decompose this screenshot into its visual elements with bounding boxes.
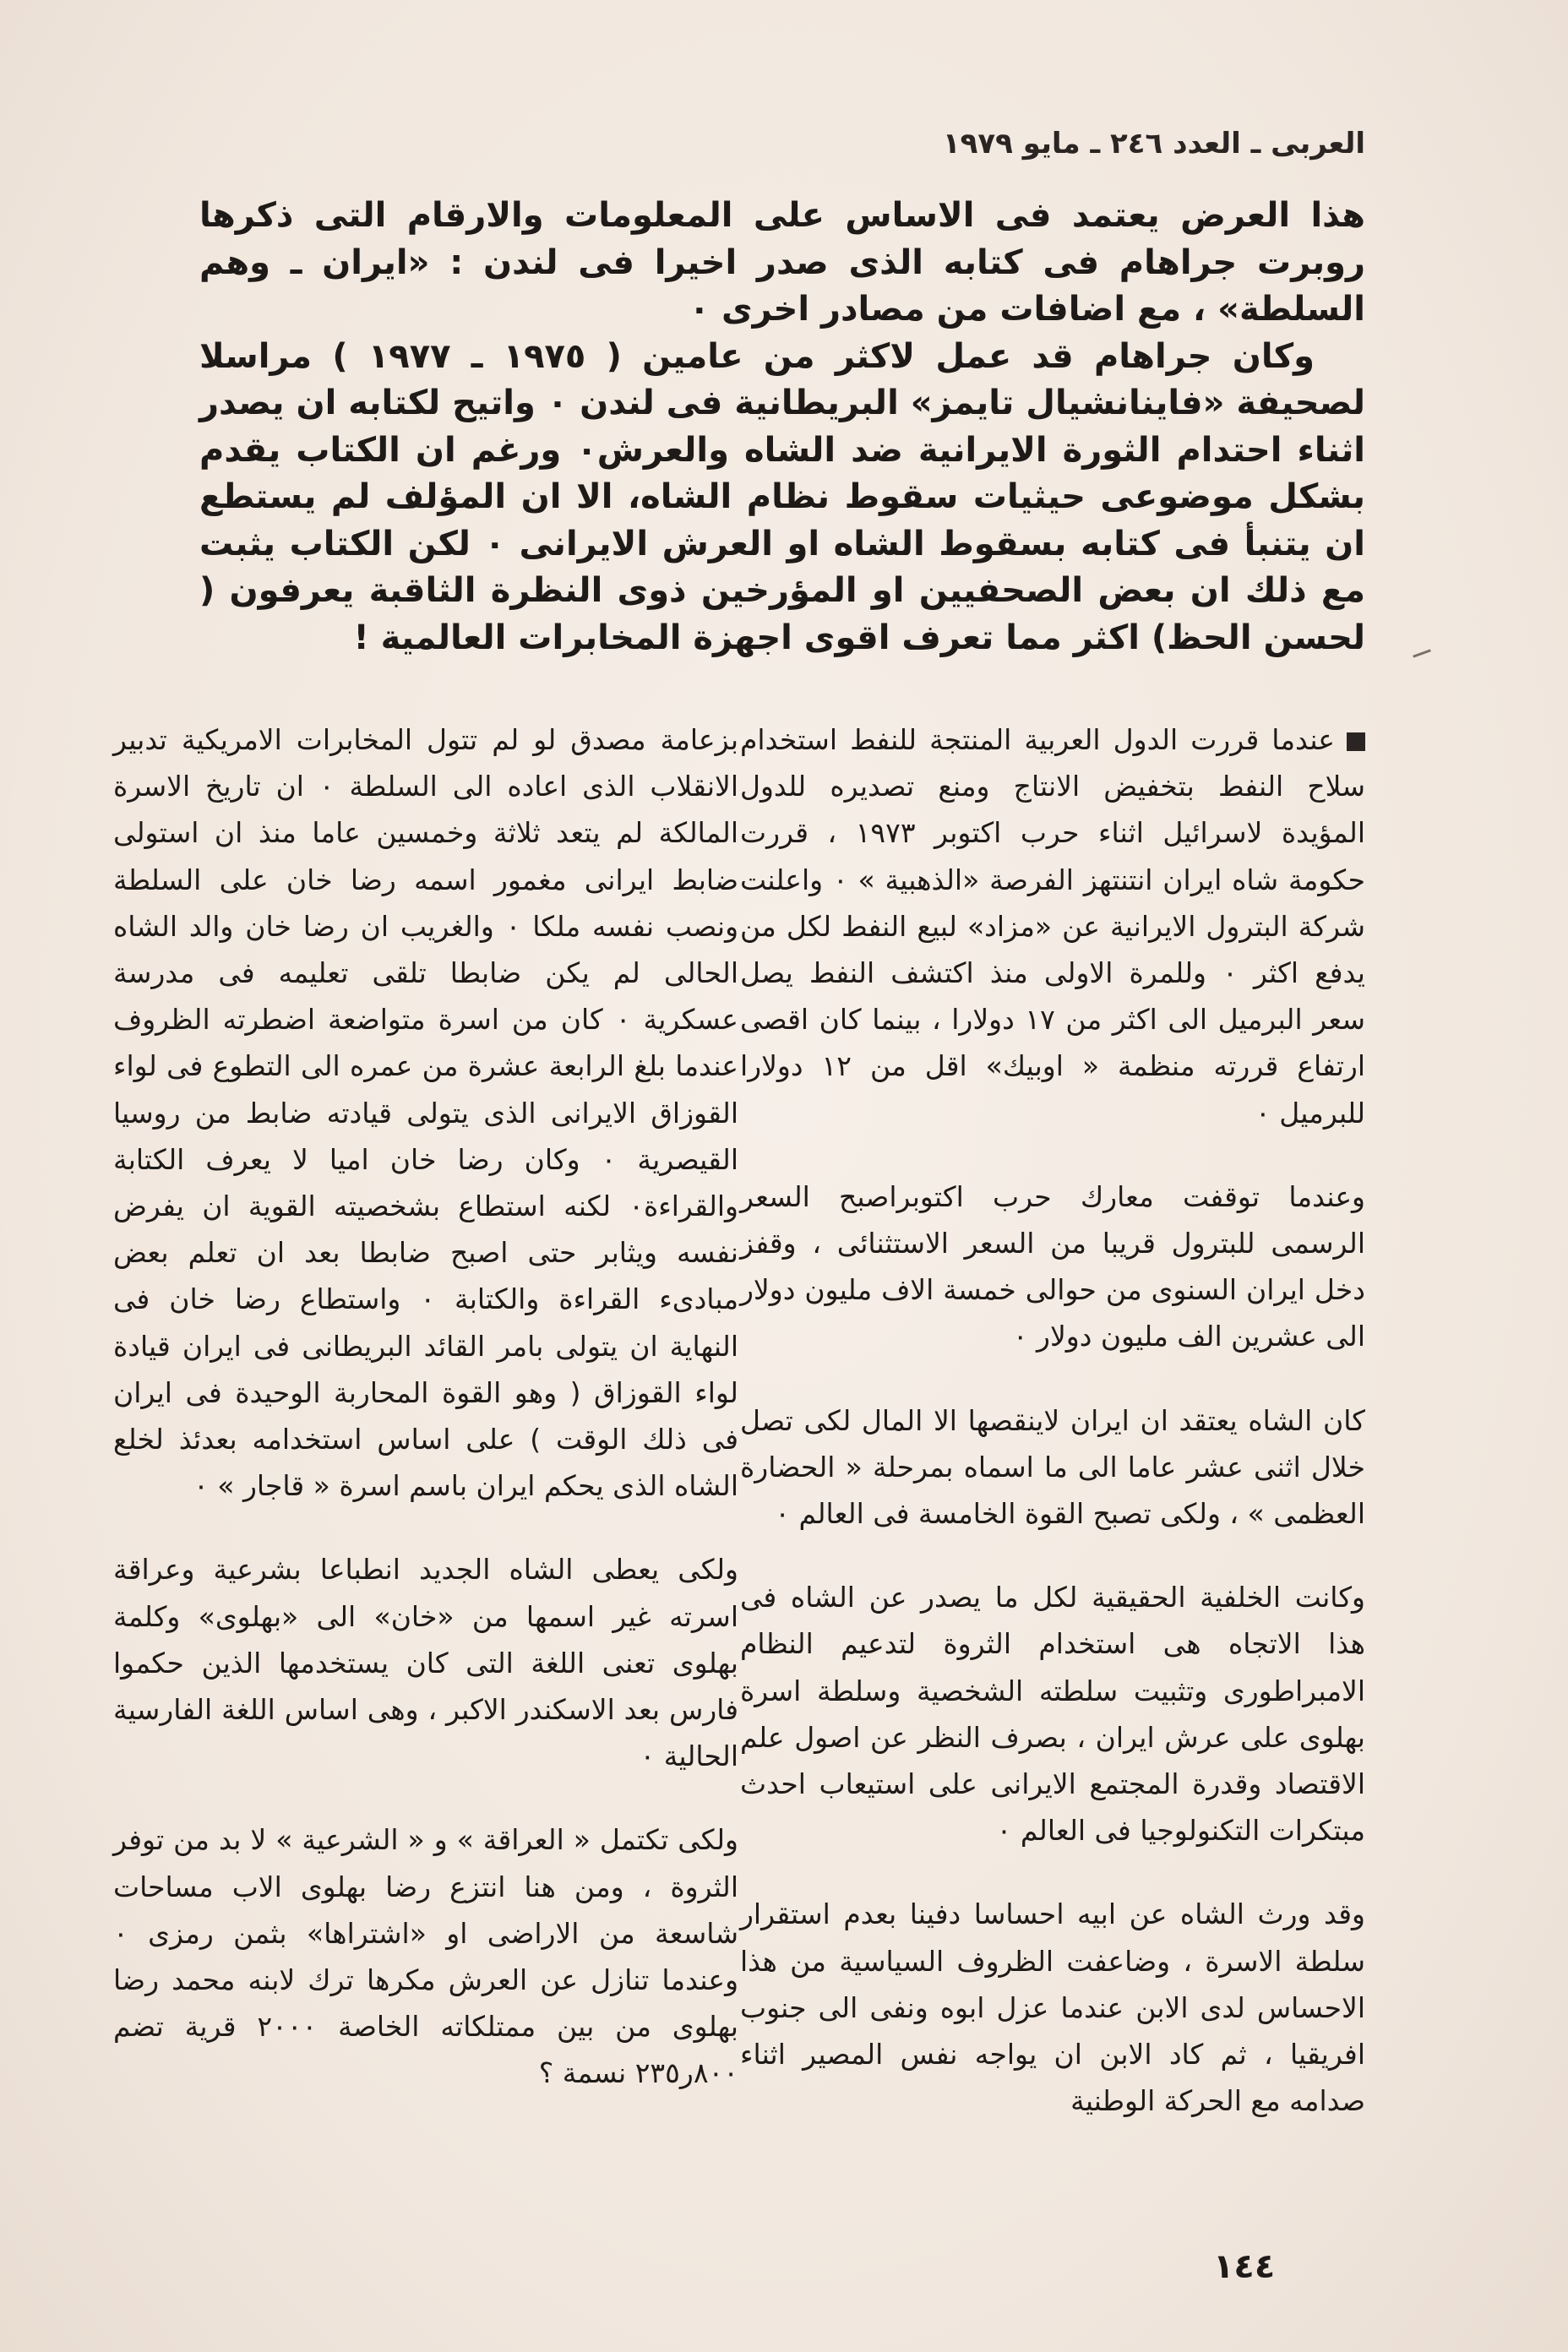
paragraph: وكانت الخلفية الحقيقية لكل ما يصدر عن الشاه فى هذا الاتجاه هى استخدام الثروة لتدعيم النظام الامبراطورى وتثبيت سلطته الشخصية وسلطة اسرة بهلوى على عرش ايران ، بصرف النظر عن اصول علم الاقتصاد وقدرة المجتمع الايرانى على استيعاب احدث مبتكرات التكنولوجيا فى العالم ٠ (740, 1581, 1365, 1848)
paragraph (740, 716, 1365, 1136)
running-header: العربى ـ العدد ٢٤٦ ـ مايو ١٩٧٩ (942, 127, 1365, 161)
paragraph-text: عندما قررت الدول العربية المنتجة للنفط استخدام سلاح النفط بتخفيض الانتاج ومنع تصديره للدول المؤيدة لاسرائيل اثناء حرب اكتوبر ١٩٧٣ ، قررت حكومة شاه ايران انتنتهز الفرصة «الذهبية » ٠ واعلنت شركة البترول الايرانية عن «مزاد» لبيع النفط لكل من يدفع اكثر ٠ وللمرة الاولى منذ اكتشف النفط يصل سعر البرميل الى اكثر من ١٧ دولارا ، بينما كان اقصى ارتفاع قررته منظمة « اوبيك» اقل من ١٢ دولارا للبرميل ٠ (740, 723, 1366, 1130)
paragraph: وقد ورث الشاه عن ابيه احساسا دفينا بعدم استقرار سلطة الاسرة ، وضاعفت الظروف السياسية من هذا الاحساس لدى الابن عندما عزل ابوه ونفى الى جنوب افريقيا ، ثم كاد الابن ان يواجه نفس المصير اثناء صدامه مع الحركة الوطنية (740, 1897, 1365, 2118)
intro-box (199, 193, 1365, 662)
paragraph: ولكى تكتمل « العراقة » و « الشرعية » لا بد من توفر الثروة ، ومن هنا انتزع رضا بهلوى الاب مساحات شاسعة من الاراضى او «اشتراها» بثمن رمزى ٠ وعندما تنازل عن العرش مكرها ترك لابنه محمد رضا بهلوى من بين ممتلكاته الخاصة ٢٠٠٠ قرية تضم ٨٠٠ر٢٣٥ نسمة ؟ (113, 1823, 738, 2090)
square-bullet-icon (1347, 732, 1365, 751)
margin-mark (1413, 649, 1431, 657)
left-column (113, 716, 738, 2134)
paragraph: بزعامة مصدق لو لم تتول المخابرات الامريكية تدبير الانقلاب الذى اعاده الى السلطة ٠ ان تاريخ الاسرة المالكة لم يتعد ثلاثة وخمسين عاما منذ ان استولى ضابط ايرانى مغمور اسمه رضا خان على السلطة ونصب نفسه ملكا ٠ والغريب ان رضا خان والد الشاه الحالى لم يكن ضابطا تلقى تعليمه فى مدرسة عسكرية ٠ كان من اسرة متواضعة اضطرته الظروف عندما بلغ الرابعة عشرة من عمره الى التطوع فى لواء القوزاق الايرانى الذى يتولى قيادته ضابط من روسيا القيصرية ٠ وكان رضا خان اميا لا يعرف الكتابة والقراءة٠ لكنه استطاع بشخصيته القوية ان يفرض نفسه ويثابر حتى اصبح ضابطا بعد ان تعلم بعض مبادىء القراءة والكتابة ٠ واستطاع رضا خان فى النهاية ان يتولى بامر القائد البريطانى فى ايران قيادة لواء القوزاق ( وهو القوة المحاربة الوحيدة فى ايران فى ذلك الوقت ) على اساس استخدامه بعدئذ لخلع الشاه الذى يحكم ايران باسم اسرة « قاجار » ٠ (113, 723, 739, 1503)
intro-paragraph-1: هذا العرض يعتمد فى الاساس على المعلومات والارقام التى ذكرها روبرت جراهام فى كتابه الذى صدر اخيرا فى لندن : «ايران ـ وهم السلطة» ، مع اضافات من مصادر اخرى ٠ (199, 196, 1365, 329)
paragraph: كان الشاه يعتقد ان ايران لاينقصها الا المال لكى تصل خلال اثنى عشر عاما الى ما اسماه بمرحلة « الحضارة العظمى » ، ولكى تصبح القوة الخامسة فى العالم ٠ (740, 1403, 1365, 1531)
intro-paragraph-2: وكان جراهام قد عمل لاكثر من عامين ( ١٩٧٥ ـ ١٩٧٧ ) مراسلا لصحيفة «فاينانشيال تايمز» البريطانية فى لندن ٠ واتيح لكتابه ان يصدر اثناء احتدام الثورة الايرانية ضد الشاه والعرش٠ ورغم ان الكتاب يقدم بشكل موضوعى حيثيات سقوط نظام الشاه، الا ان المؤلف لم يستطع ان يتنبأ فى كتابه بسقوط الشاه او العرش الايرانى ٠ لكن الكتاب يثبت مع ذلك ان بعض الصحفيين او المؤرخين ذوى النظرة الثاقبة يعرفون ( لحسن الحظ) اكثر مما تعرف اقوى اجهزة المخابرات العالمية ! (199, 336, 1366, 657)
paragraph: وعندما توقفت معارك حرب اكتوبراصبح السعر الرسمى للبترول قريبا من السعر الاستثنائى ، وقفز دخل ايران السنوى من حوالى خمسة الاف مليون دولار الى عشرين الف مليون دولار ٠ (740, 1179, 1365, 1353)
page-number: ١٤٤ (1213, 2247, 1276, 2286)
right-column (740, 716, 1365, 2161)
paragraph: ولكى يعطى الشاه الجديد انطباعا بشرعية وعراقة اسرته غير اسمها من «خان» الى «بهلوى» وكلمة بهلوى تعنى اللغة التى كان يستخدمها الذين حكموا فارس بعد الاسكندر الاكبر ، وهى اساس اللغة الفارسية الحالية ٠ (113, 1553, 738, 1773)
